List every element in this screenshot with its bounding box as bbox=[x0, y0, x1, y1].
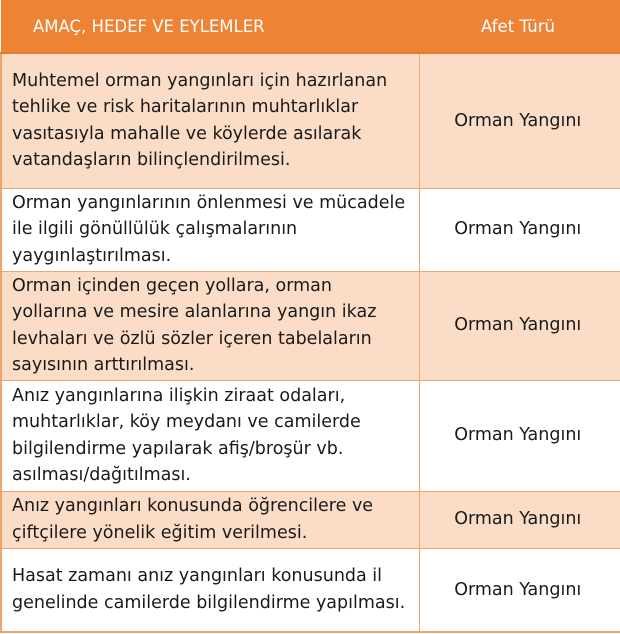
action-cell: Orman yangınlarının önlenmesi ve mücadele ile ilgili gönüllülük çalışmalarının yaygınlaştırılması. bbox=[1, 188, 419, 271]
header-disaster-type: Afet Türü bbox=[419, 0, 620, 53]
action-cell: Hasat zamanı anız yangınları konusunda il genelinde camilerde bilgilendirme yapılması. bbox=[1, 548, 419, 632]
action-cell: Anız yangınlarına ilişkin ziraat odaları, muhtarlıklar, köy meydanı ve camilerde bilgilendirme yapılarak afiş/broşür vb. asılması/dağıtılması. bbox=[1, 380, 419, 491]
action-cell: Anız yangınları konusunda öğrencilere ve çiftçilere yönelik eğitim verilmesi. bbox=[1, 491, 419, 548]
disaster-type-cell: Orman Yangını bbox=[419, 548, 620, 632]
table-row bbox=[1, 491, 620, 548]
table-header bbox=[1, 0, 620, 53]
disaster-type-cell: Orman Yangını bbox=[419, 380, 620, 491]
disaster-type-cell: Orman Yangını bbox=[419, 53, 620, 188]
header-row bbox=[1, 0, 620, 53]
table-row bbox=[1, 548, 620, 632]
table-row bbox=[1, 271, 620, 380]
disaster-type-cell: Orman Yangını bbox=[419, 271, 620, 380]
action-cell: Muhtemel orman yangınları için hazırlanan tehlike ve risk haritalarının muhtarlıklar vasıtasıyla mahalle ve köylerde asılarak vatandaşların bilinçlendirilmesi. bbox=[1, 53, 419, 188]
table-row bbox=[1, 380, 620, 491]
table-body bbox=[1, 53, 620, 632]
disaster-type-cell: Orman Yangını bbox=[419, 188, 620, 271]
disaster-type-cell: Orman Yangını bbox=[419, 491, 620, 548]
header-actions: AMAÇ, HEDEF VE EYLEMLER bbox=[1, 0, 419, 53]
table-row bbox=[1, 188, 620, 271]
table-row bbox=[1, 53, 620, 188]
action-cell: Orman içinden geçen yollara, orman yollarına ve mesire alanlarına yangın ikaz levhaları ve özlü sözler içeren tabelaların sayısının arttırılması. bbox=[1, 271, 419, 380]
